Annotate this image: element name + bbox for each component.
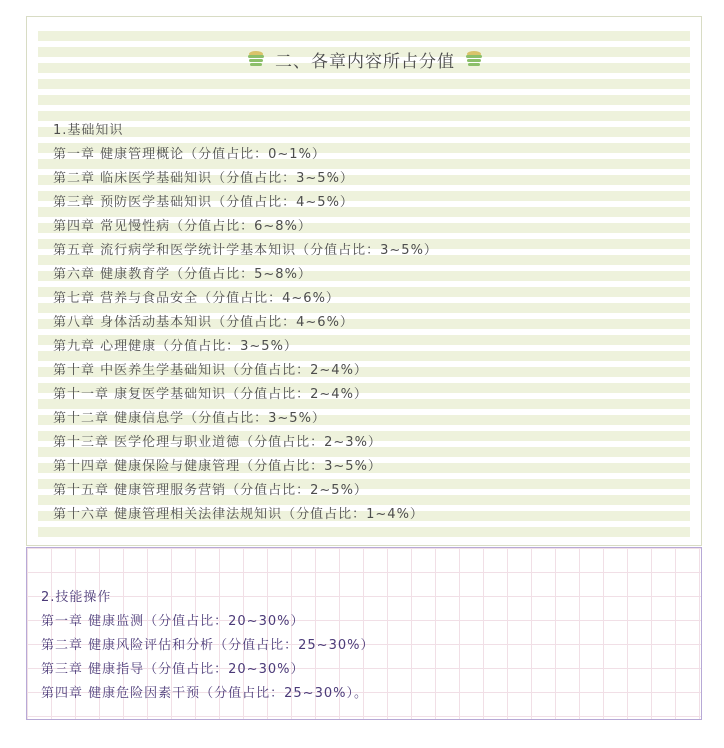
skill-chapter-line: 第三章 健康指导（分值占比：20~30%）: [41, 662, 305, 677]
basic-knowledge-list: [53, 119, 683, 527]
skill-chapter-line: 第四章 健康危险因素干预（分值占比：25~30%）。: [41, 686, 368, 701]
chapter-line: 第十五章 健康管理服务营销（分值占比：2~5%）: [53, 483, 368, 498]
chapter-line: 第五章 流行病学和医学统计学基本知识（分值占比：3~5%）: [53, 243, 438, 258]
chapter-line: 第十章 中医养生学基础知识（分值占比：2~4%）: [53, 363, 368, 378]
chapter-line: 第二章 临床医学基础知识（分值占比：3~5%）: [53, 171, 354, 186]
skills-list: [41, 586, 681, 706]
chapter-line: 第十六章 健康管理相关法律法规知识（分值占比：1~4%）: [53, 507, 424, 522]
section-title-row: [27, 45, 703, 73]
skill-chapter-line: 第一章 健康监测（分值占比：20~30%）: [41, 614, 305, 629]
basic-knowledge-heading: 1.基础知识: [53, 123, 124, 138]
chapter-line: 第十四章 健康保险与健康管理（分值占比：3~5%）: [53, 459, 382, 474]
chapter-line: 第六章 健康教育学（分值占比：5~8%）: [53, 267, 312, 282]
section-title: 二、各章内容所占分值: [275, 51, 455, 72]
basket-icon: [463, 48, 485, 70]
chapter-line: 第十二章 健康信息学（分值占比：3~5%）: [53, 411, 326, 426]
chapter-line: 第四章 常见慢性病（分值占比：6~8%）: [53, 219, 312, 234]
chapter-line: 第八章 身体活动基本知识（分值占比：4~6%）: [53, 315, 354, 330]
basic-knowledge-card: [26, 16, 702, 546]
chapter-line: 第七章 营养与食品安全（分值占比：4~6%）: [53, 291, 340, 306]
chapter-line: 第十三章 医学伦理与职业道德（分值占比：2~3%）: [53, 435, 382, 450]
chapter-line: 第三章 预防医学基础知识（分值占比：4~5%）: [53, 195, 354, 210]
chapter-line: 第九章 心理健康（分值占比：3~5%）: [53, 339, 298, 354]
chapter-line: 第一章 健康管理概论（分值占比：0~1%）: [53, 147, 326, 162]
skills-card: [26, 547, 702, 720]
chapter-line: 第十一章 康复医学基础知识（分值占比：2~4%）: [53, 387, 368, 402]
skill-chapter-line: 第二章 健康风险评估和分析（分值占比：25~30%）: [41, 638, 375, 653]
skills-heading: 2.技能操作: [41, 590, 112, 605]
basket-icon: [245, 48, 267, 70]
